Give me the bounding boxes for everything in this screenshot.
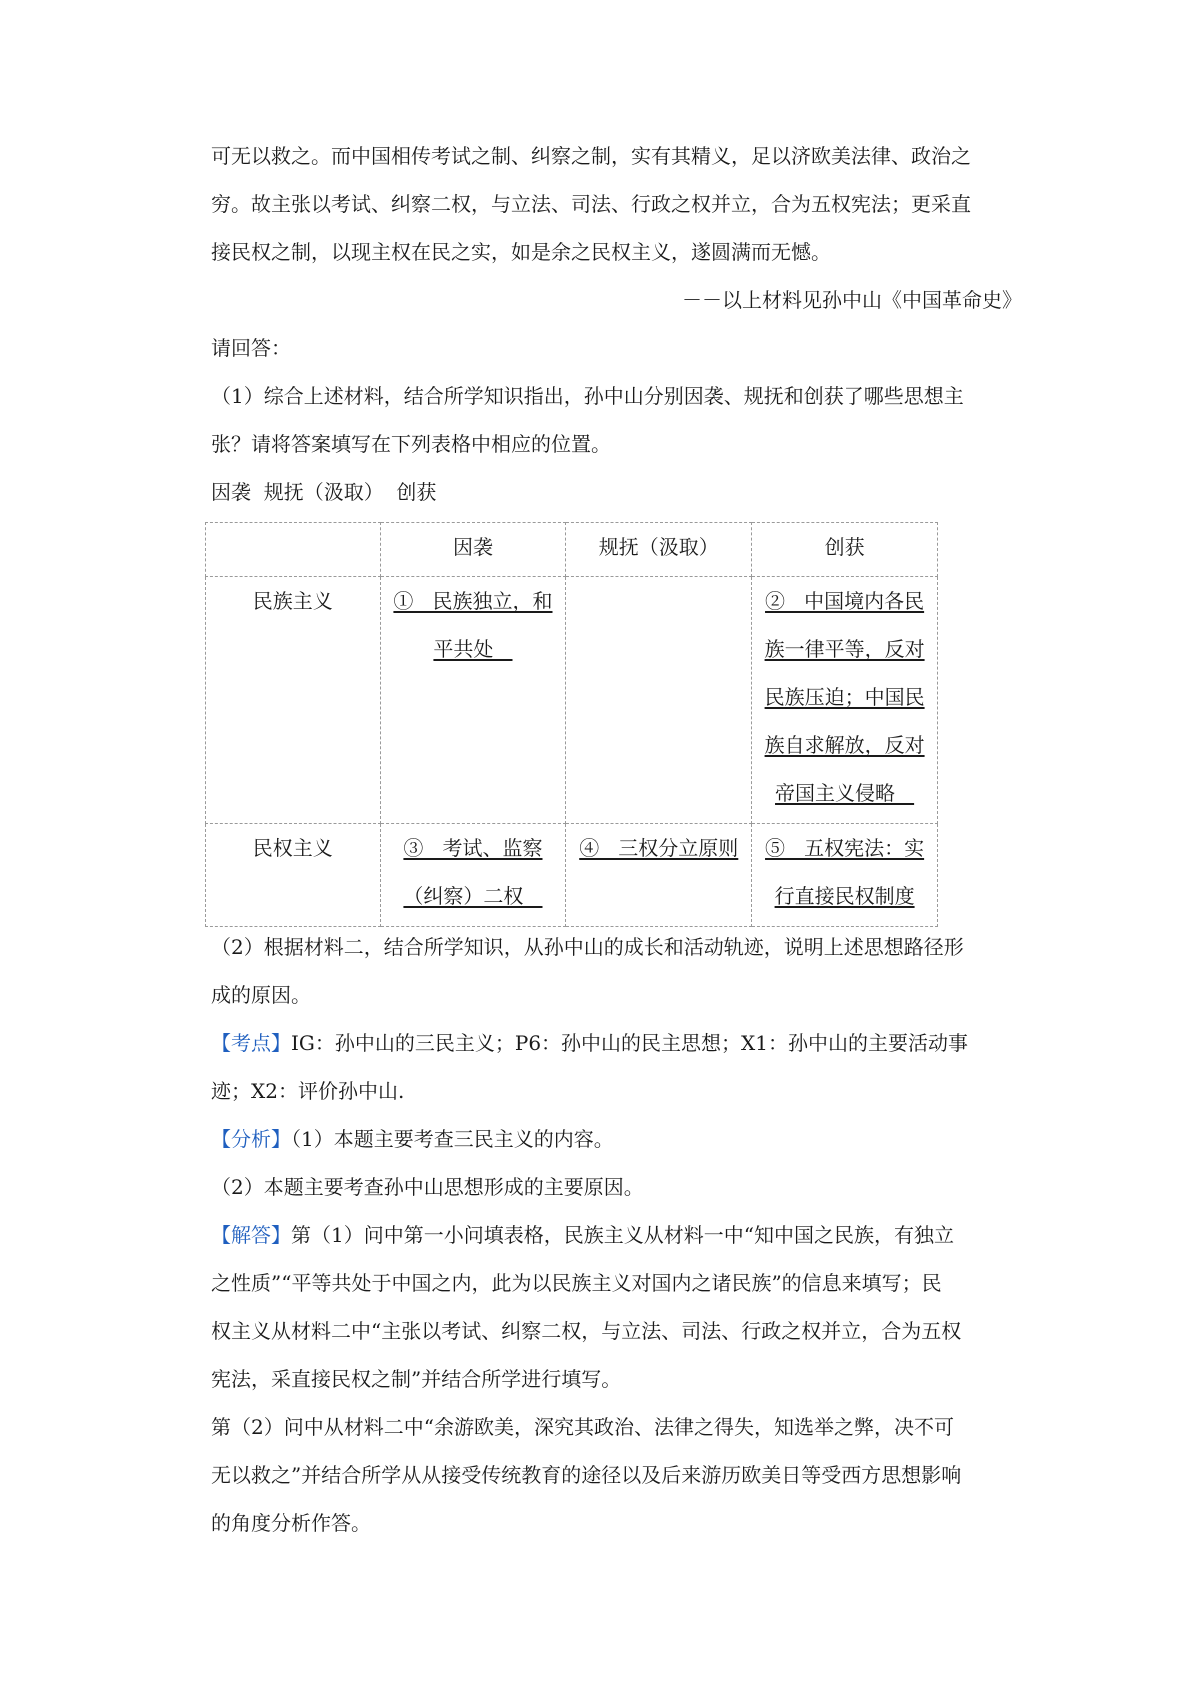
material-source: －－以上材料见孙中山《中国革命史》 <box>682 288 1022 312</box>
jieda-line-2: 之性质”“平等共处于中国之内，此为以民族主义对国内之诸民族”的信息来填写；民 <box>211 1271 942 1295</box>
answer-text: 族自求解放，反对 <box>764 733 925 757</box>
answer-cell <box>752 824 938 927</box>
jieda-line-7: 的角度分析作答。 <box>211 1511 371 1535</box>
question-prompt: 请回答： <box>211 336 291 360</box>
answer-cell <box>752 577 938 824</box>
answer-text: ⑤ 五权宪法：实 <box>765 836 925 860</box>
question-1-line-2: 张？请将答案填写在下列表格中相应的位置。 <box>211 432 611 456</box>
table-caption: 因袭 规抚（汲取） 创获 <box>211 480 437 504</box>
answer-cell <box>380 824 566 927</box>
jieda-text: 第（1）问中第一小问填表格，民族主义从材料一中“知中国之民族，有独立 <box>291 1223 954 1247</box>
jieda-line-1 <box>211 1221 954 1249</box>
material-line-3: 接民权之制，以现主权在民之实，如是余之民权主义，遂圆满而无憾。 <box>211 240 831 264</box>
answer-text: ③ 考试、监察 <box>403 836 543 860</box>
jieda-tag: 【解答】 <box>211 1223 291 1247</box>
question-2-line-2: 成的原因。 <box>211 983 311 1007</box>
material-line-2: 穷。故主张以考试、纠察二权，与立法、司法、行政之权并立，合为五权宪法；更采直 <box>211 192 971 216</box>
answer-cell <box>380 577 566 824</box>
fenxi-tag: 【分析】 <box>211 1127 291 1151</box>
fenxi-line-2: （2）本题主要考查孙中山思想形成的主要原因。 <box>211 1175 644 1199</box>
jieda-line-3: 权主义从材料二中“主张以考试、纠察二权，与立法、司法、行政之权并立，合为五权 <box>211 1319 962 1343</box>
question-2-line-1: （2）根据材料二，结合所学知识，从孙中山的成长和活动轨迹，说明上述思想路径形 <box>211 935 964 959</box>
table-header-cell <box>206 523 381 577</box>
answer-text: ② 中国境内各民 <box>765 589 925 613</box>
answer-table <box>205 522 938 927</box>
answer-text: 平共处 <box>433 637 513 661</box>
row-label: 民权主义 <box>206 824 381 927</box>
kaodian-tag: 【考点】 <box>211 1031 291 1055</box>
answer-text: 行直接民权制度 <box>774 884 915 908</box>
fenxi-text: （1）本题主要考查三民主义的内容。 <box>291 1127 614 1151</box>
answer-text: 族一律平等，反对 <box>764 637 925 661</box>
jieda-line-4: 宪法，采直接民权之制”并结合所学进行填写。 <box>211 1367 622 1391</box>
table-row <box>206 824 938 927</box>
answer-text: ① 民族独立，和 <box>393 589 553 613</box>
table-header-cell: 创获 <box>752 523 938 577</box>
answer-text: 帝国主义侵略 <box>775 781 915 805</box>
answer-cell <box>566 577 752 824</box>
question-1-line-1: （1）综合上述材料，结合所学知识指出，孙中山分别因袭、规抚和创获了哪些思想主 <box>211 384 964 408</box>
table-header-row <box>206 523 938 577</box>
kaodian-line-2: 迹；X2：评价孙中山. <box>211 1079 405 1103</box>
kaodian-text: IG：孙中山的三民主义；P6：孙中山的民主思想；X1：孙中山的主要活动事 <box>291 1031 969 1055</box>
answer-cell <box>566 824 752 927</box>
table-row <box>206 577 938 824</box>
jieda-line-5: 第（2）问中从材料二中“余游欧美，深究其政治、法律之得失，知选举之弊，决不可 <box>211 1415 954 1439</box>
row-label: 民族主义 <box>206 577 381 824</box>
fenxi-line-1 <box>211 1125 614 1153</box>
jieda-line-6: 无以救之”并结合所学从从接受传统教育的途径以及后来游历欧美日等受西方思想影响 <box>211 1463 962 1487</box>
answer-text: 民族压迫；中国民 <box>764 685 925 709</box>
answer-text: （纠察）二权 <box>403 884 543 908</box>
table-header-cell: 规抚（汲取） <box>566 523 752 577</box>
table-header-cell: 因袭 <box>380 523 566 577</box>
answer-text: ④ 三权分立原则 <box>579 836 739 860</box>
material-line-1: 可无以救之。而中国相传考试之制、纠察之制，实有其精义，足以济欧美法律、政治之 <box>211 144 971 168</box>
kaodian-line-1 <box>211 1029 968 1057</box>
